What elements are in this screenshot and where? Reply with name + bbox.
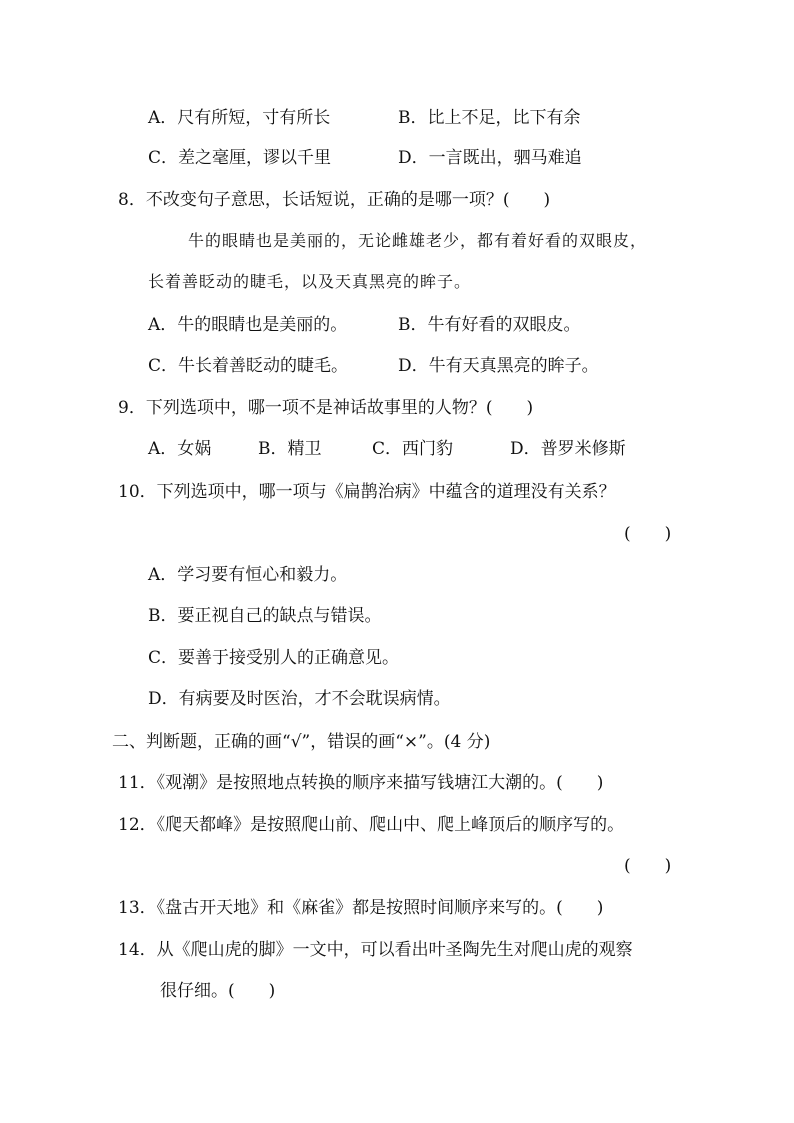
q11-stem: 11．《观潮》是按照地点转换的顺序来描写钱塘江大潮的。( ) <box>118 773 604 793</box>
q10-option-a: A．学习要有恒心和毅力。 <box>148 565 348 585</box>
q8-passage-line2: 长着善眨动的睫毛，以及天真黑亮的眸子。 <box>148 272 472 291</box>
q7-options-row1 <box>0 106 794 130</box>
q8-options-row2 <box>0 354 794 378</box>
q8-stem: 8．不改变句子意思，长话短说，正确的是哪一项？( ) <box>118 190 551 210</box>
q12-answer-paren: ( ) <box>624 856 672 876</box>
q7-option-c: C．差之毫厘，谬以千里 <box>148 148 332 168</box>
q7-option-a: A．尺有所短，寸有所长 <box>148 108 331 128</box>
q10-option-c: C．要善于接受别人的正确意见。 <box>148 648 400 668</box>
q9-stem: 9．下列选项中，哪一项不是神话故事里的人物？( ) <box>118 398 534 418</box>
q8-options-row1 <box>0 313 794 337</box>
q8-option-b: B．牛有好看的双眼皮。 <box>398 315 581 335</box>
q8-option-d: D．牛有天真黑亮的眸子。 <box>398 356 599 376</box>
q10-option-d: D．有病要及时医治，才不会耽误病情。 <box>148 689 451 709</box>
q7-options-row2 <box>0 146 794 170</box>
q9-option-a: A．女娲 <box>148 439 212 459</box>
q8-option-a: A．牛的眼睛也是美丽的。 <box>148 315 348 335</box>
section-title-judgement: 二、判断题，正确的画“√”，错误的画“×”。(4 分) <box>112 732 491 752</box>
q7-option-b: B．比上不足，比下有余 <box>398 108 581 128</box>
q9-option-d: D．普罗米修斯 <box>510 439 626 459</box>
q7-option-d: D．一言既出，驷马难追 <box>398 148 582 168</box>
q9-option-b: B．精卫 <box>258 439 322 459</box>
q10-answer-paren: ( ) <box>624 524 672 544</box>
q10-stem: 10．下列选项中，哪一项与《扁鹊治病》中蕴含的道理没有关系？ <box>118 482 616 502</box>
q14-stem-line2: 很仔细。( ) <box>160 981 276 1001</box>
q8-option-c: C．牛长着善眨动的睫毛。 <box>148 356 349 376</box>
q12-stem: 12．《爬天都峰》是按照爬山前、爬山中、爬上峰顶后的顺序写的。 <box>118 815 625 835</box>
q8-passage-line1: 牛的眼睛也是美丽的，无论雌雄老少，都有着好看的双眼皮， <box>188 231 648 250</box>
q10-option-b: B．要正视自己的缺点与错误。 <box>148 606 382 626</box>
q14-stem-line1: 14．从《爬山虎的脚》一文中，可以看出叶圣陶先生对爬山虎的观察 <box>118 940 633 960</box>
q9-option-c: C．西门豹 <box>372 439 454 459</box>
q9-options-row <box>0 437 794 461</box>
q13-stem: 13．《盘古开天地》和《麻雀》都是按照时间顺序来写的。( ) <box>118 898 604 918</box>
